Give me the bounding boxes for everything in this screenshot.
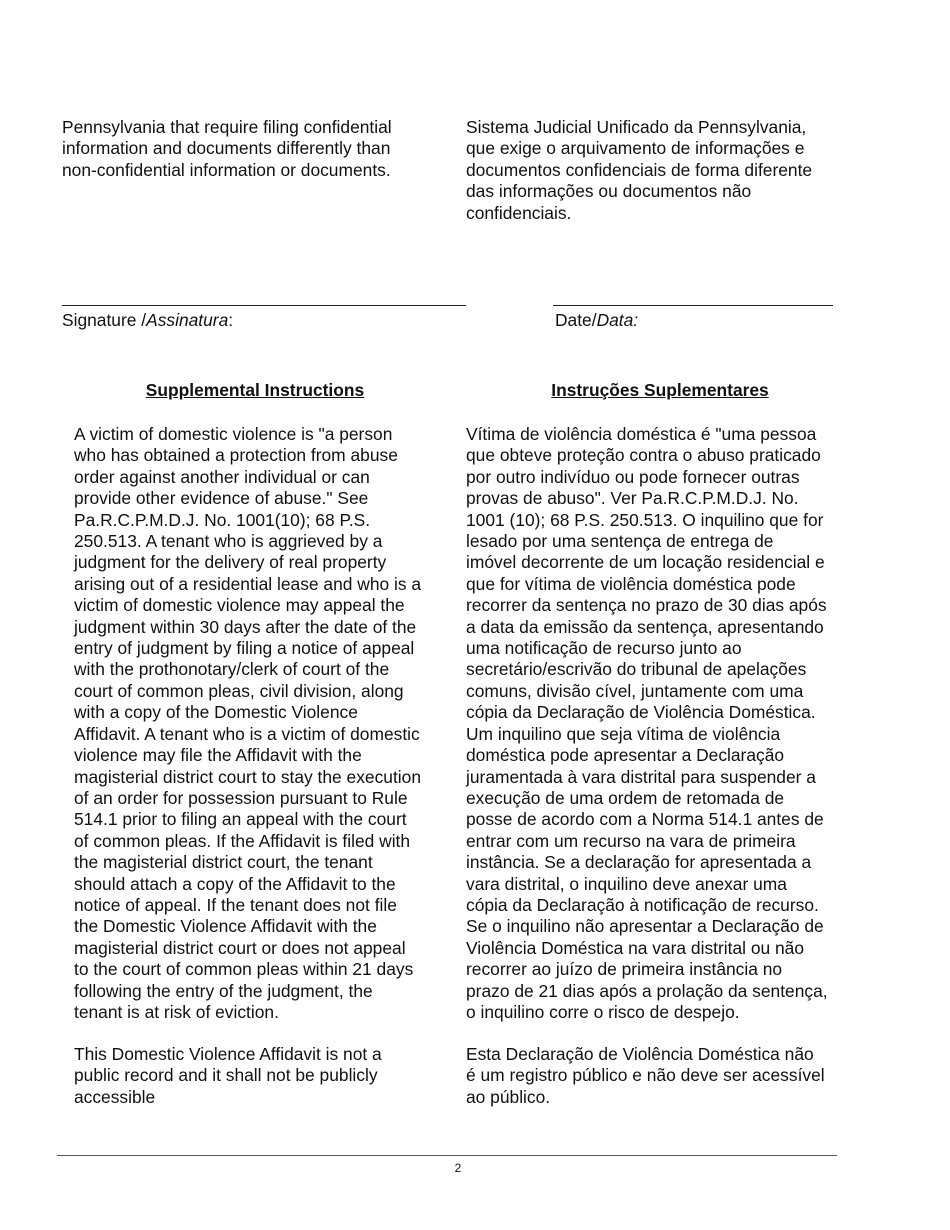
top-paragraph-portuguese: Sistema Judicial Unificado da Pennsylvania, que exige o arquivamento de informações e documentos confidenciais de forma diferente das informações ou documentos não confidenciais. bbox=[466, 117, 813, 223]
date-label bbox=[555, 310, 638, 331]
page-number: 2 bbox=[454, 1161, 462, 1175]
signature-label-colon: : bbox=[228, 310, 234, 330]
public-record-note-english: This Domestic Violence Affidavit is not a public record and it shall not be publicly accessible bbox=[74, 1044, 382, 1107]
top-paragraph-english: Pennsylvania that require filing confidential information and documents differently than non-confidential information or documents. bbox=[62, 117, 392, 180]
signature-line[interactable] bbox=[62, 305, 466, 306]
public-record-note-portuguese: Esta Declaração de Violência Doméstica não é um registro público e não deve ser acessível ao público. bbox=[466, 1044, 825, 1107]
signature-label-english: Signature / bbox=[62, 310, 147, 330]
instructions-paragraph-english: A victim of domestic violence is "a person who has obtained a protection from abuse order against another individual or can provide other evidence of abuse." See Pa.R.C.P.M.D.J. No. 1001(10); 68 P.S. 250.513. A tenant who is aggrieved by a judgment for the delivery of real property arising out of a residential lease and who is a victim of domestic violence may appeal the judgment within 30 days after the date of the entry of judgment by filing a notice of appeal with the prothonotary/clerk of court of the court of common pleas, civil division, along with a copy of the Domestic Violence Affidavit. A tenant who is a victim of domestic violence may file the Affidavit with the magisterial district court to stay the execution of an order for possession pursuant to Rule 514.1 prior to filing an appeal with the court of common pleas. If the Affidavit is filed with the magisterial district court, the tenant should attach a copy of the Affidavit to the notice of appeal. If the tenant does not file the Domestic Violence Affidavit with the magisterial district court or does not appeal to the court of common pleas within 21 days following the entry of the judgment, the tenant is at risk of eviction. bbox=[74, 424, 422, 1022]
signature-label-portuguese: Assinatura bbox=[146, 310, 229, 330]
instrucoes-suplementares-heading: Instruções Suplementares bbox=[551, 380, 769, 400]
date-label-english: Date/ bbox=[555, 310, 597, 330]
signature-label bbox=[62, 310, 233, 331]
footer-divider bbox=[57, 1155, 837, 1156]
supplemental-instructions-heading: Supplemental Instructions bbox=[145, 380, 365, 400]
date-line[interactable] bbox=[553, 305, 833, 306]
date-label-portuguese: Data: bbox=[596, 310, 639, 330]
instructions-paragraph-portuguese: Vítima de violência doméstica é "uma pessoa que obteve proteção contra o abuso praticado por outro indivíduo ou pode fornecer outras provas de abuso". Ver Pa.R.C.P.M.D.J. No. 1001 (10); 68 P.S. 250.513. O inquilino que for lesado por uma sentença de entrega de imóvel decorrente de um locação residencial e que for vítima de violência doméstica pode recorrer da sentença no prazo de 30 dias após a data da emissão da sentença, apresentando uma notificação de recurso junto ao secretário/escrivão do tribunal de apelações comuns, divisão cível, juntamente com uma cópia da Declaração de Violência Doméstica. Um inquilino que seja vítima de violência doméstica pode apresentar a Declaração juramentada à vara distrital para suspender a execução de uma ordem de retomada de posse de acordo com a Norma 514.1 antes de entrar com um recurso na vara de primeira instância. Se a declaração for apresentada a vara distrital, o inquilino deve anexar uma cópia da Declaração à notificação de recurso. Se o inquilino não apresentar a Declaração de Violência Doméstica na vara distrital ou não recorrer ao juízo de primeira instância no prazo de 21 dias após a prolação da sentença, o inquilino corre o risco de despejo. bbox=[466, 424, 828, 1022]
